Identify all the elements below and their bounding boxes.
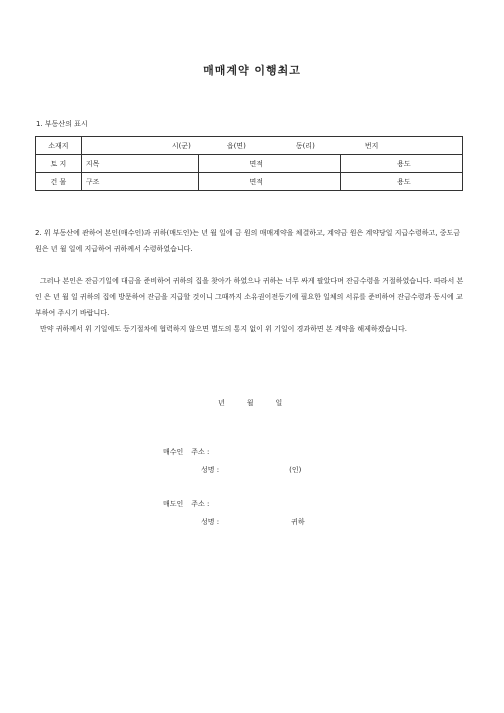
location-cell — [81, 137, 462, 155]
seller-address-line — [163, 499, 209, 509]
table-row — [36, 137, 463, 155]
paragraph-termination: 만약 귀하께서 위 기일에도 등기절차에 협력하지 않으면 별도의 통지 없이 위 기일이 경과하면 본 계약을 해제하겠습니다. — [40, 325, 407, 333]
si-label: 시(군) — [171, 141, 191, 150]
buyer-address-line — [163, 447, 209, 457]
building-label: 건 물 — [36, 173, 82, 191]
seller-role: 매도인 — [163, 500, 184, 508]
buyer-address-label: 주소 : — [191, 448, 210, 456]
seller-name-label: 성명 : — [201, 518, 220, 526]
building-structure-cell — [81, 173, 199, 191]
land-use-label: 용도 — [397, 159, 411, 168]
dong-label: 동(리) — [295, 141, 315, 150]
eup-label: 읍(면) — [226, 141, 246, 150]
land-area-cell — [199, 155, 341, 173]
date-year: 년 — [218, 399, 225, 407]
paragraph-contract: 2. 위 부동산에 관하여 본인(매수인)과 귀하(매도인)는 년 월 일에 금 원의 매매계약을 체결하고, 계약금 원은 계약당일 지급수령하고, 중도금 원은 년 월 일에 지급하여 귀하께서 수령하였습니다. — [35, 229, 461, 253]
building-structure-label: 구조 — [85, 177, 100, 186]
table-row — [36, 155, 463, 173]
land-label: 토 지 — [36, 155, 82, 173]
property-table — [35, 136, 463, 191]
land-area-label: 면적 — [249, 159, 263, 168]
document-title: 매매계약 이행최고 — [203, 64, 301, 77]
land-category-cell — [81, 155, 199, 173]
location-label: 소재지 — [36, 137, 82, 155]
building-use-cell — [341, 173, 463, 191]
building-area-cell — [199, 173, 341, 191]
building-use-label: 용도 — [397, 177, 411, 186]
table-row — [36, 173, 463, 191]
date-day: 일 — [275, 399, 283, 407]
paragraph-refusal: 그러나 본인은 잔금기일에 대금을 준비하여 귀하의 집을 찾아가 하였으나 귀하는 너무 싸게 팔았다며 잔금수령을 거절하였습니다. 따라서 본인 은 년 월 일 귀하의 집에 방문하여 잔금을 지급할 것이니 그때까지 소유권이전등기에 필요한 일체의 서류를 준비하여 잔금수령과 동시에 교부하여 주시기 바랍니다. — [35, 277, 464, 317]
date-line — [218, 398, 282, 408]
date-month: 월 — [246, 399, 254, 407]
building-area-label: 면적 — [249, 177, 263, 186]
land-use-cell — [341, 155, 463, 173]
buyer-name-line — [201, 465, 301, 475]
seller-name-line — [201, 517, 305, 527]
buyer-seal: (인) — [289, 466, 302, 474]
seller-address-label: 주소 : — [191, 500, 210, 508]
buyer-name-label: 성명 : — [201, 466, 220, 474]
section-1-heading: 1. 부동산의 표시 — [36, 120, 88, 128]
seller-honorific: 귀하 — [291, 518, 305, 526]
beonji-label: 번지 — [364, 141, 379, 150]
buyer-role: 매수인 — [163, 448, 184, 456]
land-category-label: 지목 — [85, 159, 100, 168]
